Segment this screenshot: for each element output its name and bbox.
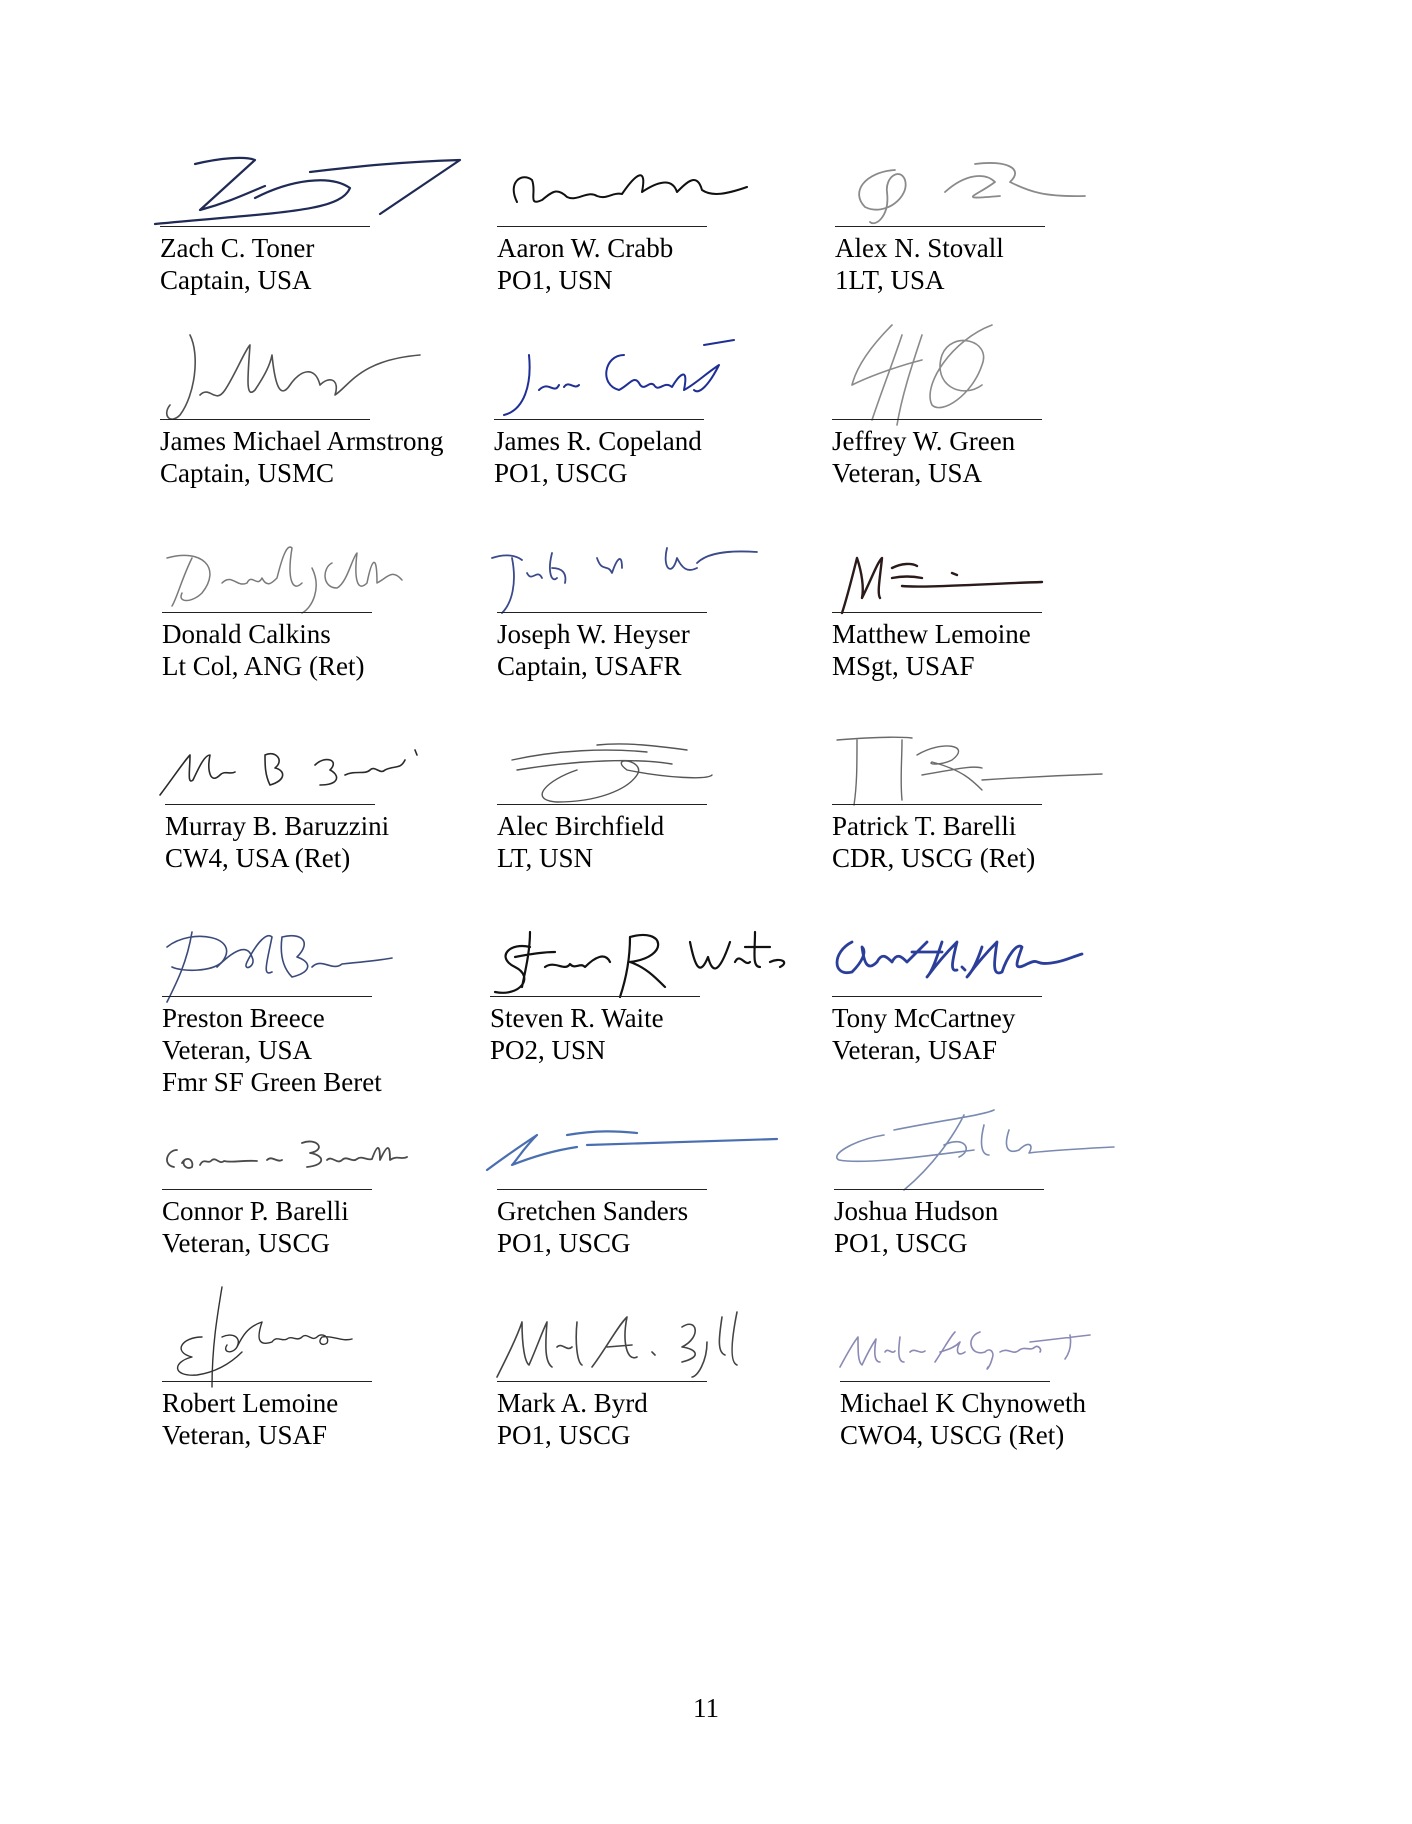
signatory-name: Gretchen Sanders (497, 1196, 689, 1226)
signatory-name: James R. Copeland (494, 426, 702, 456)
signatory-title: 1LT, USA (835, 265, 945, 295)
signatory-name: Aaron W. Crabb (497, 233, 674, 263)
ink-stroke (487, 1131, 777, 1170)
signatory-name: Jeffrey W. Green (832, 426, 1016, 456)
signatory-name: Patrick T. Barelli (832, 811, 1017, 841)
signatory-name: Joshua Hudson (834, 1196, 999, 1226)
signature-line (162, 612, 372, 613)
signature-line (832, 419, 1042, 420)
signatory-name: Preston Breece (162, 1003, 325, 1033)
ink-stroke (167, 547, 402, 613)
signature-15 (832, 922, 1132, 1012)
ink-stroke (842, 558, 1042, 613)
ink-stroke (512, 744, 712, 802)
signatory-name: Zach C. Toner (160, 233, 315, 263)
signatory-title: Veteran, USA (162, 1035, 312, 1065)
ink-stroke (859, 163, 1085, 223)
signature-line (162, 1189, 372, 1190)
signature-3 (835, 152, 1135, 242)
signature-line (497, 226, 707, 227)
signatory-name: Steven R. Waite (490, 1003, 664, 1033)
signatory-title: Lt Col, ANG (Ret) (162, 651, 365, 681)
ink-stroke (167, 932, 392, 1002)
signature-line (835, 226, 1045, 227)
signature-9 (832, 538, 1132, 628)
signature-17 (497, 1115, 797, 1205)
signatory-title: Veteran, USA (832, 458, 982, 488)
signatory-title: PO2, USN (490, 1035, 606, 1065)
signatory-note: Fmr SF Green Beret (162, 1067, 382, 1097)
ink-stroke (852, 325, 992, 425)
signature-7 (162, 538, 462, 628)
ink-stroke (837, 942, 1082, 977)
ink-stroke (492, 548, 757, 613)
signature-18 (834, 1115, 1134, 1205)
ink-stroke (837, 737, 1102, 805)
signature-20 (497, 1307, 797, 1397)
ink-stroke (504, 340, 734, 415)
signature-line (494, 419, 704, 420)
signatory-title: Captain, USA (160, 265, 312, 295)
page-number: 11 (693, 1693, 719, 1723)
signatory-name: Connor P. Barelli (162, 1196, 349, 1226)
signature-line (834, 1189, 1044, 1190)
signatory-title: Veteran, USAF (832, 1035, 997, 1065)
signature-line (497, 612, 707, 613)
signature-12 (832, 730, 1132, 820)
signatory-name: Murray B. Baruzzini (165, 811, 390, 841)
signature-line (160, 419, 370, 420)
signature-line (832, 996, 1042, 997)
signature-line (497, 1381, 707, 1382)
signature-19 (162, 1307, 462, 1397)
signatory-title: PO1, USN (497, 265, 613, 295)
ink-stroke (514, 175, 747, 202)
signatory-name: Alec Birchfield (497, 811, 665, 841)
signature-line (832, 612, 1042, 613)
signature-line (162, 996, 372, 997)
signatory-title: CDR, USCG (Ret) (832, 843, 1036, 873)
signatory-name: Joseph W. Heyser (497, 619, 690, 649)
signatory-title: CWO4, USCG (Ret) (840, 1420, 1065, 1450)
signature-4 (160, 345, 460, 435)
signature-line (165, 804, 375, 805)
signature-line (497, 1189, 707, 1190)
signature-line (490, 996, 700, 997)
signature-14 (490, 922, 790, 1012)
signature-line (160, 226, 370, 227)
signatory-name: Alex N. Stovall (835, 233, 1004, 263)
signatory-title: MSgt, USAF (832, 651, 975, 681)
signature-6 (832, 345, 1132, 435)
signature-5 (494, 345, 794, 435)
signatory-title: PO1, USCG (497, 1420, 631, 1450)
signatory-name: Matthew Lemoine (832, 619, 1031, 649)
signature-13 (162, 922, 462, 1012)
ink-stroke (167, 1141, 407, 1167)
signatory-name: James Michael Armstrong (160, 426, 444, 456)
signatory-title: PO1, USCG (834, 1228, 968, 1258)
signatory-title: LT, USN (497, 843, 594, 873)
signatory-title: PO1, USCG (497, 1228, 631, 1258)
signature-10 (165, 730, 465, 820)
signature-line (832, 804, 1042, 805)
signatory-title: PO1, USCG (494, 458, 628, 488)
ink-stroke (837, 1110, 1114, 1190)
signatory-name: Robert Lemoine (162, 1388, 339, 1418)
signatory-title: Captain, USAFR (497, 651, 682, 681)
ink-stroke (155, 158, 460, 224)
ink-stroke (840, 1332, 1090, 1369)
signatory-title: Captain, USMC (160, 458, 335, 488)
signature-8 (497, 538, 797, 628)
signatory-name: Michael K Chynoweth (840, 1388, 1086, 1418)
ink-stroke (497, 1312, 737, 1377)
signatory-name: Donald Calkins (162, 619, 331, 649)
ink-stroke (495, 932, 784, 997)
signatory-name: Tony McCartney (832, 1003, 1016, 1033)
signature-1 (160, 152, 460, 242)
signature-line (497, 804, 707, 805)
signature-16 (162, 1115, 462, 1205)
signatory-title: Veteran, USAF (162, 1420, 327, 1450)
signatory-title: Veteran, USCG (162, 1228, 330, 1258)
signature-2 (497, 152, 797, 242)
signature-11 (497, 730, 797, 820)
ink-stroke (167, 335, 420, 419)
signature-line (162, 1381, 372, 1382)
signatory-title: CW4, USA (Ret) (165, 843, 351, 873)
signature-line (840, 1381, 1050, 1382)
signature-21 (840, 1307, 1140, 1397)
ink-stroke (160, 750, 417, 795)
signatory-name: Mark A. Byrd (497, 1388, 648, 1418)
ink-stroke (178, 1287, 352, 1387)
